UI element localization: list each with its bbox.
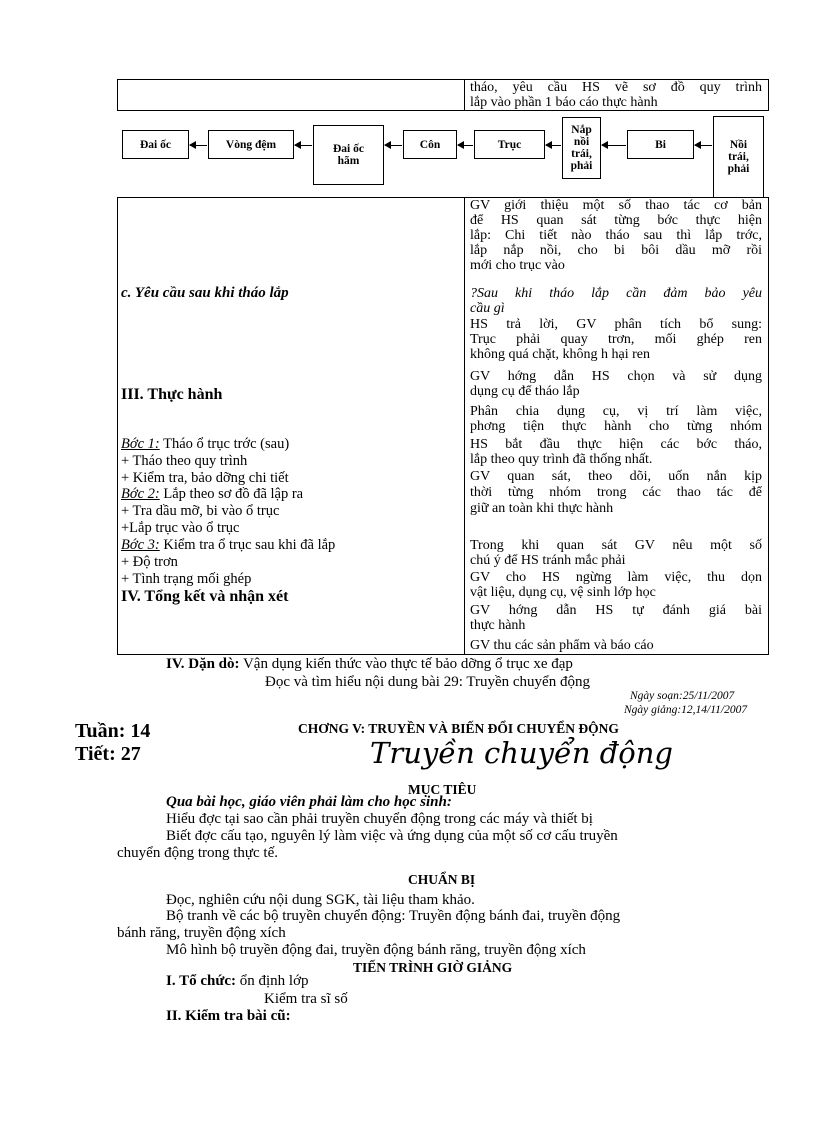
right-line: chú ý để HS tránh mắc phải: [470, 553, 626, 568]
right-line: vật liệu, dụng cụ, vệ sinh lớp học: [470, 585, 656, 600]
step-3: [121, 538, 335, 553]
muc-tieu-heading: MỤC TIÊU: [408, 782, 477, 797]
tuan: Tuần: 14: [75, 720, 151, 742]
box-dai-oc-ham: Đai ốc hãm: [313, 125, 384, 185]
chuan-bi-line-1: Đọc, nghiên cứu nội dung SGK, tài liệu tham khảo.: [166, 892, 475, 908]
chuan-bi-heading: CHUẨN BỊ: [408, 872, 476, 887]
arrow-2: [295, 145, 312, 146]
right-line: GV hớng dẫn HS chọn và sử dụng: [470, 369, 762, 384]
right-line: giữ an toàn khi thực hành: [470, 501, 614, 516]
main-table-divider: [464, 197, 465, 655]
dan-do-label: IV. Dặn dò:: [166, 656, 240, 672]
ngay-soan: Ngày soạn:25/11/2007: [630, 690, 735, 702]
box-vong-dem: Vòng đệm: [208, 130, 294, 159]
muc-tieu-subheading: Qua bài học, giáo viên phải làm cho học sinh:: [166, 794, 452, 810]
chuan-bi-line-4: Mô hình bộ truyền động đai, truyền động bánh răng, truyền động xích: [166, 942, 586, 958]
step-1-text: Tháo ổ trục trớc (sau): [159, 436, 290, 452]
tien-trinh-heading: TIẾN TRÌNH GIỜ GIẢNG: [353, 960, 513, 975]
chuan-bi-line-2: Bộ tranh về các bộ truyền chuyển động: Truyền động bánh đai, truyền động: [166, 908, 621, 924]
right-line: GV quan sát, theo dõi, uốn nắn kịp: [470, 469, 762, 484]
arrow-1: [190, 145, 207, 146]
dan-do-line: [166, 657, 573, 672]
box-truc: Trục: [474, 130, 545, 159]
right-line: thời từng nhóm trong các thao tác để: [470, 485, 762, 500]
right-line: dụng cụ để tháo lắp: [470, 384, 580, 399]
right-line: lắp: Chi tiết nào tháo sau thì lắp trớc,: [470, 228, 762, 243]
ngay-giang: Ngày giảng:12,14/11/2007: [624, 704, 748, 716]
step-2: [121, 487, 303, 502]
section-iv-heading: IV. Tổng kết và nhận xét: [121, 588, 289, 605]
step-1-item: + Tháo theo quy trình: [121, 453, 248, 469]
arrow-7: [695, 145, 712, 146]
muc-tieu-line-2: Biết đợc cấu tạo, nguyên lý làm việc và ứng dụng của một số cơ cấu truyền: [166, 828, 618, 844]
kiem-tra-bai-cu: II. Kiểm tra bài cũ:: [166, 1008, 291, 1024]
right-line: HS bắt đầu thực hiện các bớc tháo,: [470, 437, 762, 452]
right-line: để HS quan sát từng bớc thực hiện: [470, 213, 762, 228]
muc-tieu-line-3: chuyển động trong thực tế.: [117, 845, 279, 861]
chapter-title: CHƠNG V: TRUYỀN VÀ BIẾN ĐỔI CHUYỂN ĐỘNG: [298, 721, 619, 736]
right-line: phơng tiện thực hành cho từng nhóm: [470, 419, 762, 434]
tiet: Tiết: 27: [75, 743, 141, 765]
step-1-item: + Kiểm tra, bảo dỡng chi tiết: [121, 470, 289, 486]
right-line: không quá chặt, không h hại ren: [470, 347, 651, 362]
to-chuc-line: [166, 974, 309, 989]
right-line-question: cầu gì: [470, 301, 505, 316]
right-line: thực hành: [470, 618, 526, 633]
top-right-line-1: tháo, yêu cầu HS vẽ sơ đồ quy trình: [470, 80, 762, 95]
right-line: GV cho HS ngừng làm việc, thu dọn: [470, 570, 762, 585]
step-3-item: + Tình trạng mối ghép: [121, 571, 252, 587]
right-line: GV giới thiệu một số thao tác cơ bản: [470, 198, 762, 213]
box-nap-noi: Nắp nồi trái, phải: [562, 117, 601, 179]
top-right-line-2: lắp vào phần 1 báo cáo thực hành: [470, 95, 658, 110]
right-line: GV thu các sản phẩm và báo cáo: [470, 638, 654, 653]
step-1: [121, 437, 289, 452]
lesson-title: Truyền chuyển động: [370, 736, 673, 770]
dan-do-text-2: Đọc và tìm hiểu nội dung bài 29: Truyền chuyển động: [265, 674, 590, 690]
arrow-5: [546, 145, 561, 146]
arrow-3: [385, 145, 402, 146]
box-con: Côn: [403, 130, 457, 159]
step-2-label: Bớc 2:: [121, 486, 160, 502]
section-c-heading: c. Yêu cầu sau khi tháo lắp: [121, 285, 289, 301]
dan-do-text-1: Vận dụng kiến thức vào thực tế bảo dỡng ổ trục xe đạp: [239, 656, 573, 672]
to-chuc-label: I. Tổ chức:: [166, 973, 236, 989]
right-line-question: ?Sau khi tháo lắp cần đảm bảo yêu: [470, 286, 762, 301]
right-line: lắp theo quy trình đã thống nhất.: [470, 452, 653, 467]
step-3-text: Kiểm tra ổ trục sau khi đã lắp: [159, 537, 336, 553]
box-dai-oc: Đai ốc: [122, 130, 189, 159]
step-2-text: Lắp theo sơ đồ đã lập ra: [159, 486, 304, 502]
section-iii-heading: III. Thực hành: [121, 386, 223, 403]
step-2-item: + Tra dầu mỡ, bi vào ổ trục: [121, 503, 280, 519]
arrow-4: [458, 145, 473, 146]
step-3-item: + Độ trơn: [121, 554, 178, 570]
right-line: HS trả lời, GV phân tích bổ sung:: [470, 317, 762, 332]
step-2-item: +Lắp trục vào ổ trục: [121, 520, 240, 536]
kiem-tra-si-so: Kiểm tra sĩ số: [264, 991, 348, 1007]
right-line: lắp nắp nồi, cho bi bôi dầu mỡ rồi: [470, 243, 762, 258]
right-line: Phân chia dụng cụ, vị trí làm việc,: [470, 404, 762, 419]
box-bi: Bi: [627, 130, 694, 159]
right-line: GV hớng dẫn HS tự đánh giá bài: [470, 603, 762, 618]
step-1-label: Bớc 1:: [121, 436, 160, 452]
right-line: Trong khi quan sát GV nêu một số: [470, 538, 762, 553]
right-line: Trục phải quay trơn, mối ghép ren: [470, 332, 762, 347]
to-chuc-text: ổn định lớp: [235, 973, 309, 989]
arrow-6: [602, 145, 626, 146]
top-table-divider: [464, 79, 465, 111]
step-3-label: Bớc 3:: [121, 537, 160, 553]
muc-tieu-line-1: Hiểu đợc tại sao cần phải truyền chuyển động trong các máy và thiết bị: [166, 811, 593, 827]
right-line: mới cho trục vào: [470, 258, 565, 273]
chuan-bi-line-3: bánh răng, truyền động xích: [117, 925, 286, 941]
box-noi-trai-phai: Nồi trái, phải: [713, 116, 764, 198]
